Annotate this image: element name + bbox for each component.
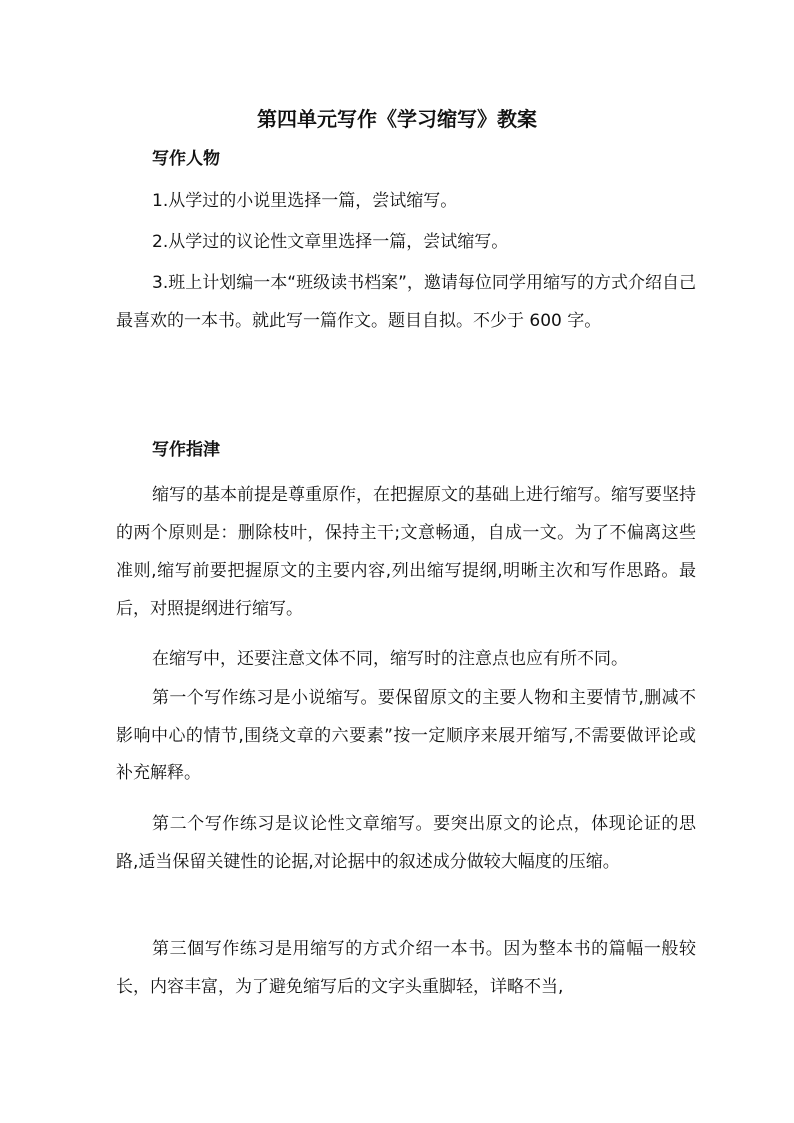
section-heading-guide: 写作指津: [152, 440, 220, 460]
guide-paragraph-1: 缩写的基本前提是尊重原作，在把握原文的基础上进行缩写。缩写要坚持的两个原则是：删除枝叶，保持主干;文意畅通，自成一文。为了不偏离这些准则,缩写前要把握原文的主要内容,列出缩写提纲,明晰主次和写作思路。最后，对照提纲进行缩写。: [116, 485, 696, 619]
task-item-1: 1.从学过的小说里选择一篇，尝试缩写。: [152, 191, 458, 211]
task-item-2: 2.从学过的议论性文章里选择一篇，尝试缩写。: [152, 232, 509, 252]
guide-paragraph-5: 第三個写作练习是用缩写的方式介绍一本书。因为整本书的篇幅一般较长，内容丰富，为了避免缩写后的文字头重脚轻，详略不当,: [116, 939, 696, 997]
guide-paragraph-2: 在缩写中，还要注意文体不同，缩写时的注意点也应有所不同。: [152, 649, 628, 669]
guide-paragraph-4: 第二个写作练习是议论性文章缩写。要突出原文的论点，体现论证的思路,适当保留关键性的论据,对论据中的叙述成分做较大幅度的压缩。: [116, 814, 696, 872]
section-heading-task: 写作人物: [152, 149, 220, 169]
document-title: 第四单元写作《学习缩写》教案: [257, 107, 537, 131]
guide-paragraph-3: 第一个写作练习是小说缩写。要保留原文的主要人物和主要情节,删减不影响中心的情节,围绕文章的六要素”按一定顺序来展开缩写,不需要做评论或补充解释。: [116, 688, 696, 783]
task-item-3: 3.班上计划编一本“班级读书档案”，邀请每位同学用缩写的方式介绍自己最喜欢的一本书。就此写一篇作文。题目自拟。不少于 600 字。: [116, 273, 696, 331]
